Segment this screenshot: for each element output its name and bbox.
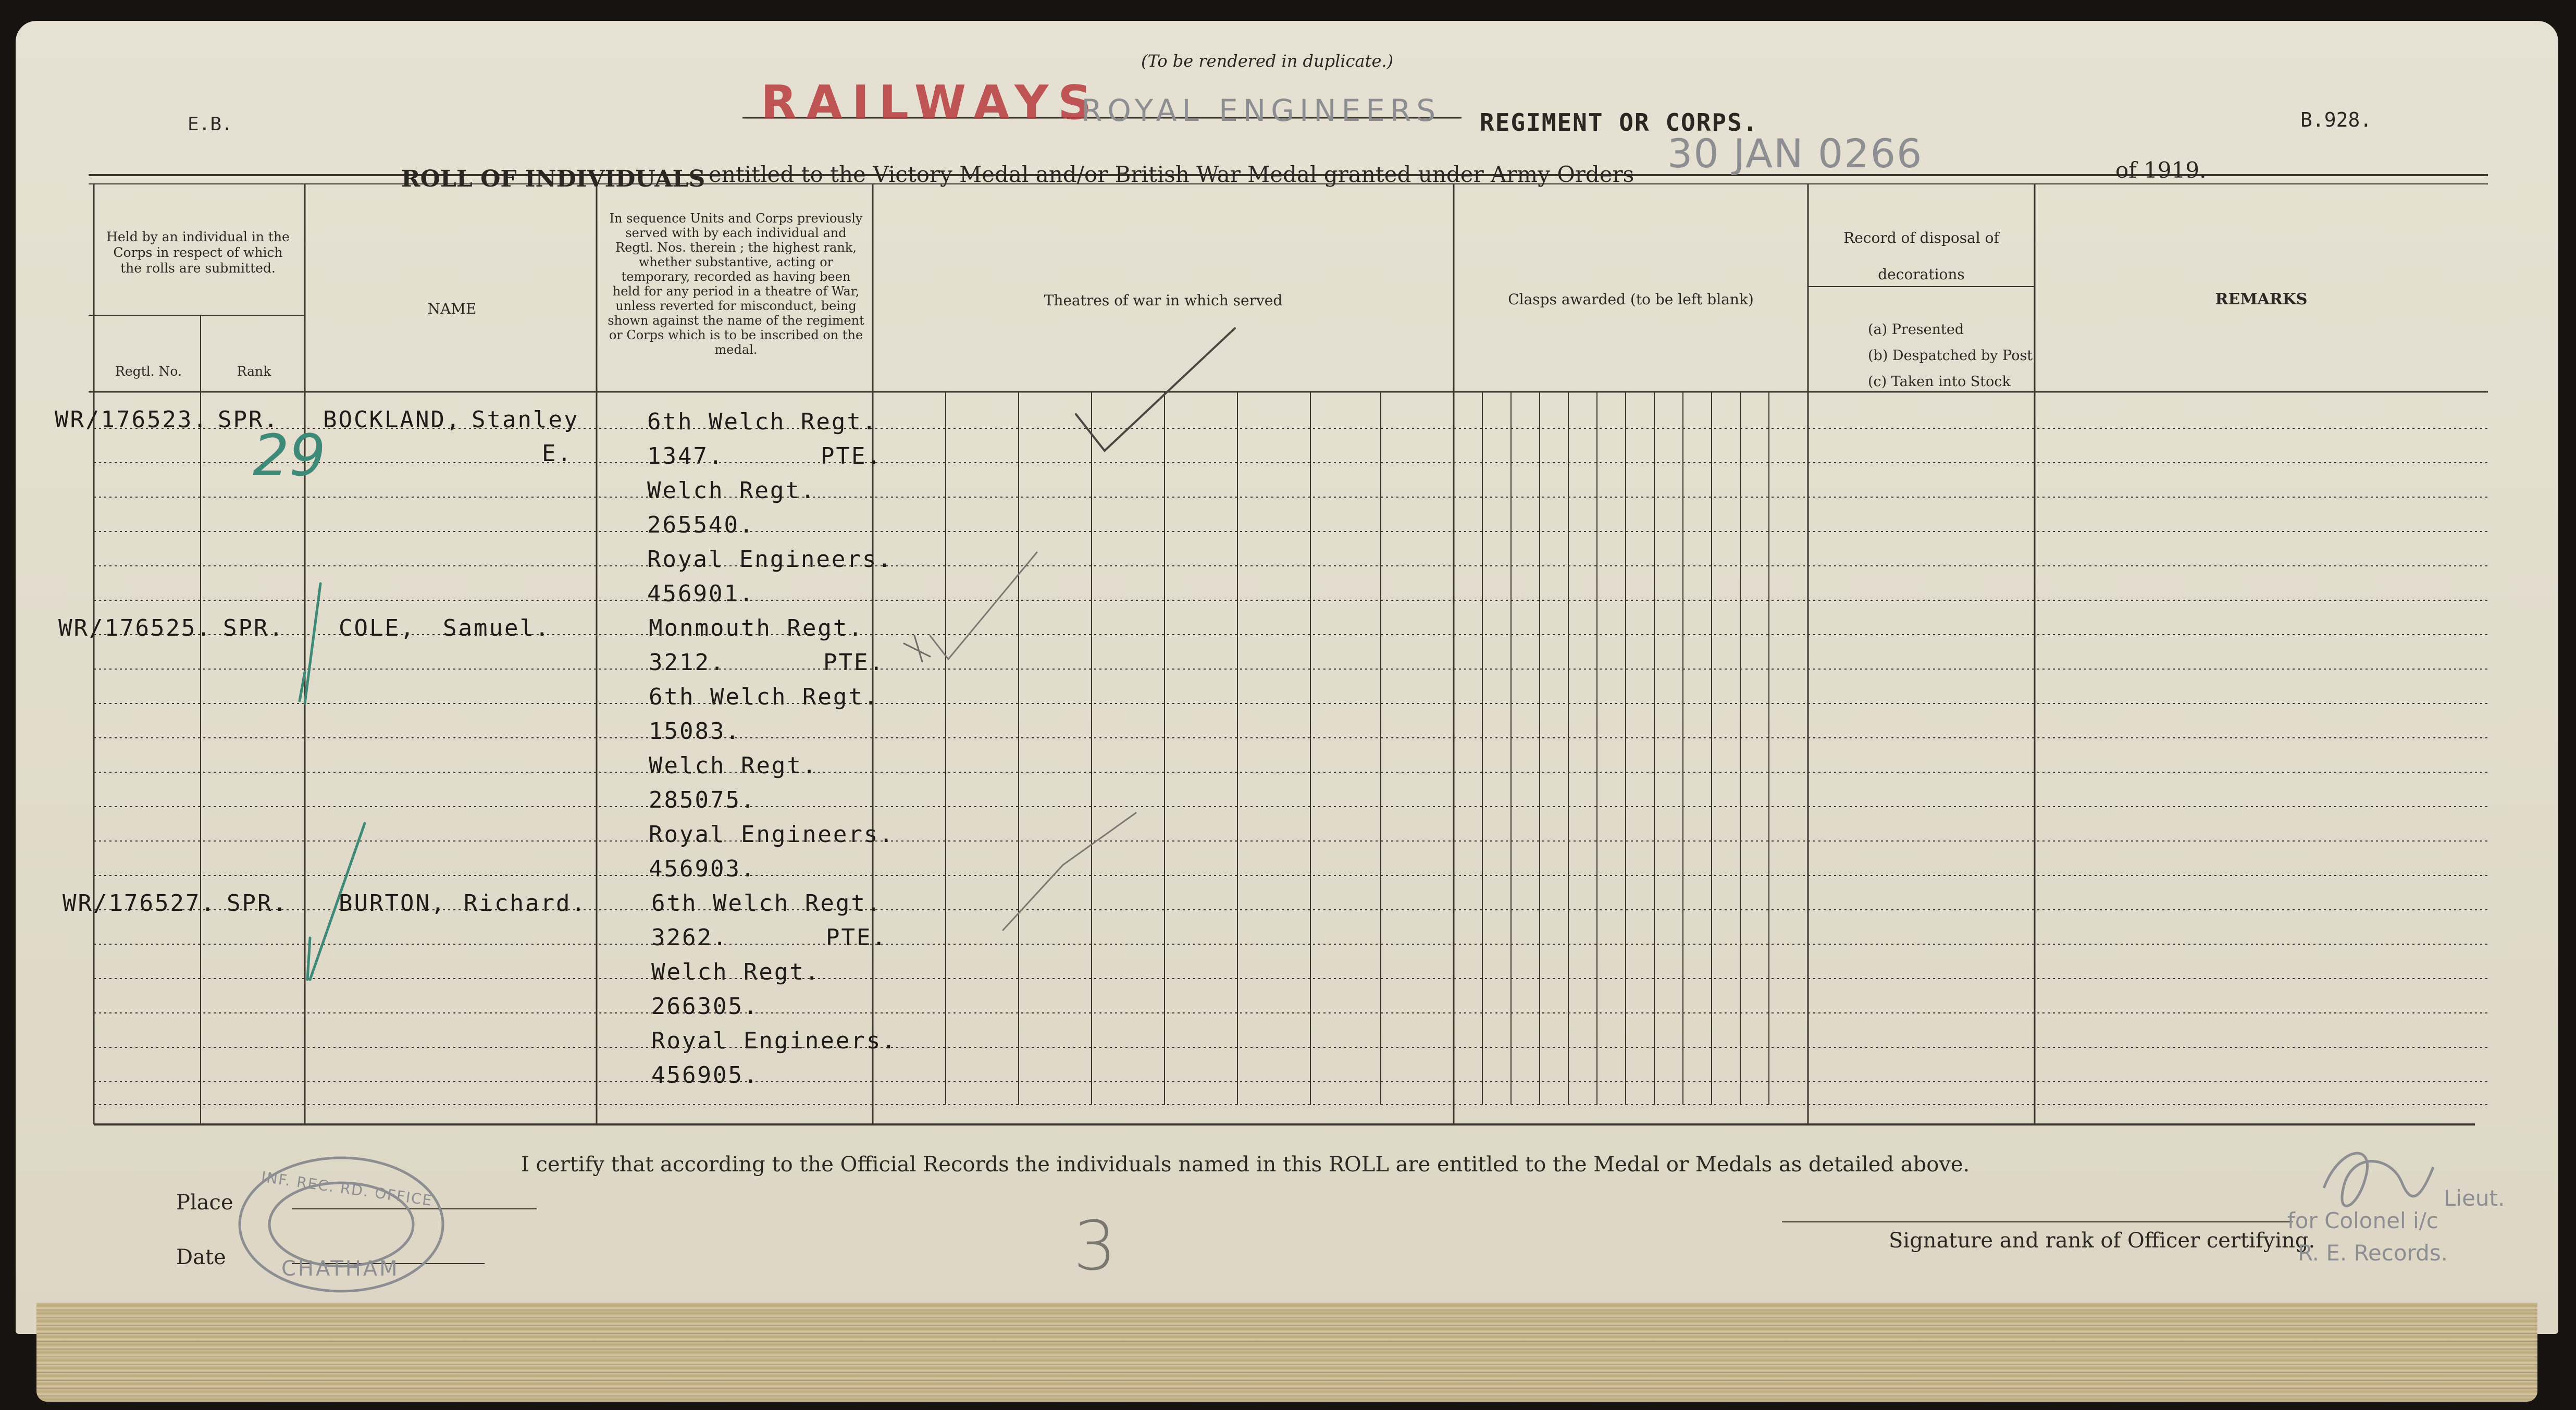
unit-line: Royal Engineers. <box>651 1028 897 1054</box>
initial: E. <box>542 440 573 467</box>
duplicate-note: (To be rendered in duplicate.) <box>1141 51 1394 71</box>
unit-rank: PTE. <box>821 443 882 469</box>
page-number: 3 <box>1073 1206 1117 1285</box>
roll-title: ROLL OF INDIVIDUALS <box>401 166 705 192</box>
unit-line: Welch Regt. <box>651 959 821 985</box>
heading-clasps: Clasps awarded (to be left blank) <box>1508 291 1754 308</box>
heading-rank: Rank <box>237 364 271 379</box>
officer-title-2: R. E. Records. <box>2298 1240 2448 1266</box>
heading-remarks: REMARKS <box>2215 290 2308 308</box>
regtl-number: WR/176527. <box>63 890 216 917</box>
heading-held-by: Held by an individual in the Corps in respect of which the rolls are submitted. <box>106 229 290 276</box>
unit-rank: PTE. <box>823 649 885 676</box>
unit-line: 456901. <box>647 580 755 607</box>
page-edges <box>36 1303 2537 1402</box>
forename: Richard. <box>464 890 587 917</box>
unit-line: 265540. <box>647 512 755 538</box>
unit-line: 6th Welch Regt. <box>649 684 880 710</box>
unit-line: 1347. <box>647 443 724 469</box>
heading-regtl-no: Regtl. No. <box>115 364 182 379</box>
unit-line: Royal Engineers. <box>649 821 895 848</box>
unit-line: 6th Welch Regt. <box>647 409 878 435</box>
officer-rank: Lieut. <box>2444 1185 2505 1211</box>
unit-line: 3212. <box>649 649 726 676</box>
regiment-suffix: REGIMENT OR CORPS. <box>1480 108 1758 137</box>
form-right-code: B.928. <box>2300 108 2372 131</box>
heading-disposal-a: (a) Presented <box>1868 321 1964 338</box>
stamp-top-text: INF. REC. RD. OFFICE <box>260 1168 434 1209</box>
roll-page <box>16 21 2558 1334</box>
unit-line: Monmouth Regt. <box>649 615 864 641</box>
unit-line: 6th Welch Regt. <box>651 890 882 917</box>
regtl-number: WR/176523. <box>55 406 208 433</box>
unit-line: Welch Regt. <box>647 477 816 504</box>
forename: Samuel. <box>443 615 551 641</box>
unit-line: 15083. <box>649 718 741 745</box>
regiment-handwritten: RAILWAYS <box>761 76 1101 130</box>
date-stamp: 30 JAN 0266 <box>1667 130 1923 177</box>
roll-text: entitled to the Victory Medal and/or British War Medal granted under Army Orders <box>709 162 1634 187</box>
date-label: Date <box>176 1245 226 1269</box>
unit-rank: PTE. <box>826 924 887 951</box>
unit-line: 456905. <box>651 1062 759 1089</box>
unit-line: 3262. <box>651 924 728 951</box>
heading-disposal: Record of disposal of decorations <box>1843 229 1999 283</box>
unit-line: 456903. <box>649 856 757 882</box>
rank-value: SPR. <box>218 406 279 433</box>
signature-label: Signature and rank of Officer certifying. <box>1889 1229 2315 1253</box>
rank-value: SPR. <box>227 890 288 917</box>
certification-text: I certify that according to the Official Records the individuals named in this ROLL are entitled to the Medal or Medals as detailed above. <box>521 1153 1970 1177</box>
heading-disposal-b: (b) Despatched by Post <box>1868 348 2033 364</box>
surname: BURTON, <box>339 890 447 917</box>
form-left-code: E.B. <box>188 114 233 135</box>
unit-line: 266305. <box>651 993 759 1020</box>
unit-line: 285075. <box>649 787 757 813</box>
unit-line: Welch Regt. <box>649 752 818 779</box>
place-label: Place <box>176 1191 233 1215</box>
stamp-bottom-text: CHATHAM <box>281 1257 400 1281</box>
regtl-number: WR/176525. <box>58 615 212 641</box>
officer-title-1: for Colonel i/c <box>2287 1208 2438 1233</box>
heading-name: NAME <box>427 300 477 317</box>
heading-disposal-c: (c) Taken into Stock <box>1868 374 2011 390</box>
regiment-stamp: ROYAL ENGINEERS <box>1081 93 1441 128</box>
officer-signature <box>2324 1153 2433 1206</box>
surname: BOCKLAND, <box>323 406 462 433</box>
handwritten-annotation: 29 <box>253 422 326 489</box>
year-text: of 1919. <box>2115 157 2207 183</box>
unit-line: Royal Engineers. <box>647 546 893 573</box>
rank-value: SPR. <box>223 615 284 641</box>
heading-theatres: Theatres of war in which served <box>1044 292 1283 309</box>
form-grid <box>16 21 2558 1334</box>
heading-units: In sequence Units and Corps previously served with by each individual and Regtl. Nos. therein ; the highest rank, whether substantive, acting or temporary, recorded as having been held for any period in a theatre of War, unless reverted for misconduct, being shown against the name of the regiment or Corps which is to be inscribed on the medal. <box>608 211 864 357</box>
forename: Stanley <box>472 406 579 433</box>
surname: COLE, <box>339 615 416 641</box>
